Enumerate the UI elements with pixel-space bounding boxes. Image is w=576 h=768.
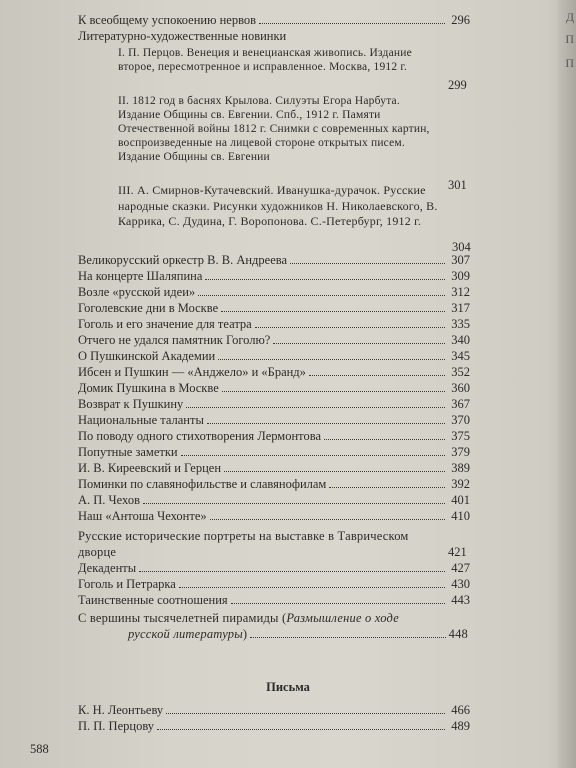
dot-leader [179, 577, 445, 588]
toc-entry [78, 396, 470, 412]
dot-leader [231, 593, 445, 604]
toc-subentry-text: II. 1812 год в баснях Крылова. Силуэты Егора Нарбута. Издание Общины св. Евгении. Спб., 1912 г. Памяти Отечественной войны 1812 г. Снимки с современных картин, воспроизведенные на лицевой стороне открытых писем. Издание Общины св. Евгении [118, 95, 430, 163]
toc-entry [78, 412, 470, 428]
next-page-edge [558, 0, 576, 768]
toc-subentry-2 [118, 94, 440, 164]
toc-entry-title: Ибсен и Пушкин — «Анджело» и «Бранд» [78, 365, 306, 379]
toc-entry-title: Гоголь и его значение для театра [78, 317, 252, 331]
toc-entry-page: 443 [451, 593, 470, 607]
toc-entry-title: Русские исторические портреты на выставке в Таврическом дворце [78, 529, 409, 559]
toc-subentry-text: III. А. Смирнов-Кутачевский. Иванушка-дурачок. Русские народные сказки. Рисунки художников Н. Николаевского, В. Каррика, С. Дудина, Г. Воропонова. С.-Петербург, 1912 г. [118, 183, 438, 228]
toc-entry [78, 718, 470, 734]
dot-leader [259, 13, 445, 24]
toc-entry-page: 448 [448, 627, 468, 641]
toc-entry-title: Возле «русской идеи» [78, 285, 196, 299]
toc-entry-page: 309 [451, 269, 470, 283]
toc-entry-title-part: С вершины тысячелетней пирамиды ( [78, 611, 287, 625]
toc-entry [78, 300, 470, 316]
toc-entry-page: 379 [451, 445, 470, 459]
toc-entry [78, 444, 470, 460]
edge-char: П [565, 32, 574, 46]
toc-entry-title: Литературно-художественные новинки [78, 29, 287, 43]
toc-subentry-3 [118, 183, 440, 230]
dot-leader [157, 719, 445, 730]
toc-entry-last [78, 610, 468, 642]
dot-leader [207, 413, 445, 424]
dot-leader [210, 509, 445, 520]
toc-entry [78, 364, 470, 380]
dot-leader [224, 461, 445, 472]
edge-char: Д [565, 10, 574, 24]
toc-subentry-1 [118, 46, 438, 74]
toc-entry-multiline [78, 528, 448, 560]
toc-entry [78, 268, 470, 284]
toc-entry-title: К. Н. Леонтьеву [78, 703, 164, 717]
toc-entry [78, 576, 470, 592]
toc-entry-title-italic: русской литературы [128, 627, 243, 641]
dot-leader [273, 333, 445, 344]
toc-entry-title: Наш «Антоша Чехонте» [78, 509, 207, 523]
toc-entry-page: 370 [451, 413, 470, 427]
toc-entry-page: 427 [451, 561, 470, 575]
toc-entry-page: 335 [451, 317, 470, 331]
dot-leader [221, 301, 445, 312]
dot-leader [181, 445, 445, 456]
dot-leader [218, 349, 445, 360]
dot-leader [205, 269, 445, 280]
toc-entry [78, 560, 470, 576]
dot-leader [255, 317, 445, 328]
dot-leader [290, 253, 445, 264]
toc-entry-page: 489 [451, 719, 470, 733]
toc-entry-title-part: ) [242, 627, 248, 641]
toc-entry [78, 28, 470, 44]
toc-entry-title: Национальные таланты [78, 413, 204, 427]
toc-entry-title: И. В. Киреевский и Герцен [78, 461, 222, 475]
toc-entry-page: 389 [451, 461, 470, 475]
toc-entry-title: Отчего не удался памятник Гоголю? [78, 333, 271, 347]
toc-entry-title: Поминки по славянофильстве и славянофилам [78, 477, 327, 491]
toc-entry-title: Декаденты [78, 561, 137, 575]
dot-leader [139, 561, 445, 572]
toc-entry-title: Гоголь и Петрарка [78, 577, 176, 591]
toc-entry [78, 508, 470, 524]
toc-entry-page: 430 [451, 577, 470, 591]
dot-leader [222, 381, 445, 392]
page-number: 588 [30, 742, 49, 756]
toc-entry-title: А. П. Чехов [78, 493, 140, 507]
toc-entry-title: По поводу одного стихотворения Лермонтова [78, 429, 321, 443]
toc-entry-page: 375 [451, 429, 470, 443]
toc-entry [78, 428, 470, 444]
toc-entry-page: 421 [448, 545, 467, 559]
toc-entry-title: К всеобщему успокоению нервов [78, 13, 257, 27]
toc-entry-page: 304 [452, 240, 471, 254]
toc-entry [78, 702, 470, 718]
toc-entry [78, 380, 470, 396]
toc-entry-page: 317 [451, 301, 470, 315]
toc-entry [78, 332, 470, 348]
toc-entry-title: О Пушкинской Академии [78, 349, 216, 363]
dot-leader [324, 429, 445, 440]
dot-leader [143, 493, 445, 504]
toc-entry [78, 492, 470, 508]
toc-entry-title: П. П. Перцову [78, 719, 155, 733]
toc-entry-page: 466 [451, 703, 470, 717]
toc-entry [78, 476, 470, 492]
dot-leader [250, 627, 445, 638]
toc-entry-page: 410 [451, 509, 470, 523]
toc-entry-title-italic: Размышление о ходе [286, 611, 399, 625]
section-title: Письма [266, 680, 310, 694]
toc-entry-title: Возврат к Пушкину [78, 397, 184, 411]
toc-subentry-text: I. П. Перцов. Венеция и венецианская живопись. Издание второе, пересмотренное и исправленное. Москва, 1912 г. [118, 47, 412, 73]
toc-entry [78, 348, 470, 364]
edge-char: П [565, 56, 574, 70]
toc-entry-page: 367 [451, 397, 470, 411]
toc-entry-page: 299 [448, 78, 467, 92]
dot-leader [186, 397, 445, 408]
toc-entry-title: Таинственные соотношения [78, 593, 228, 607]
dot-leader [329, 477, 445, 488]
toc-entry-title: Гоголевские дни в Москве [78, 301, 219, 315]
toc-entry [78, 592, 470, 608]
toc-entry-page: 340 [451, 333, 470, 347]
toc-entry-page: 312 [451, 285, 470, 299]
dot-leader [309, 365, 445, 376]
toc-entry-page: 401 [451, 493, 470, 507]
toc-entry-page: 345 [451, 349, 470, 363]
toc-entry-page: 307 [451, 253, 470, 267]
toc-entry [78, 460, 470, 476]
dot-leader [166, 703, 445, 714]
toc-entry-title: Попутные заметки [78, 445, 178, 459]
toc-entry-page: 392 [451, 477, 470, 491]
toc-entry-title: Великорусский оркестр В. В. Андреева [78, 253, 288, 267]
toc-entry-page: 296 [451, 13, 470, 27]
toc-entry-page: 301 [448, 178, 467, 192]
toc-entry [78, 316, 470, 332]
toc-entry-title: На концерте Шаляпина [78, 269, 203, 283]
dot-leader [198, 285, 445, 296]
toc-entry [78, 12, 470, 28]
toc-entry [78, 252, 470, 268]
toc-entry [78, 284, 470, 300]
toc-entry-page: 360 [451, 381, 470, 395]
toc-entry-page: 352 [451, 365, 470, 379]
toc-entry-title: Домик Пушкина в Москве [78, 381, 219, 395]
